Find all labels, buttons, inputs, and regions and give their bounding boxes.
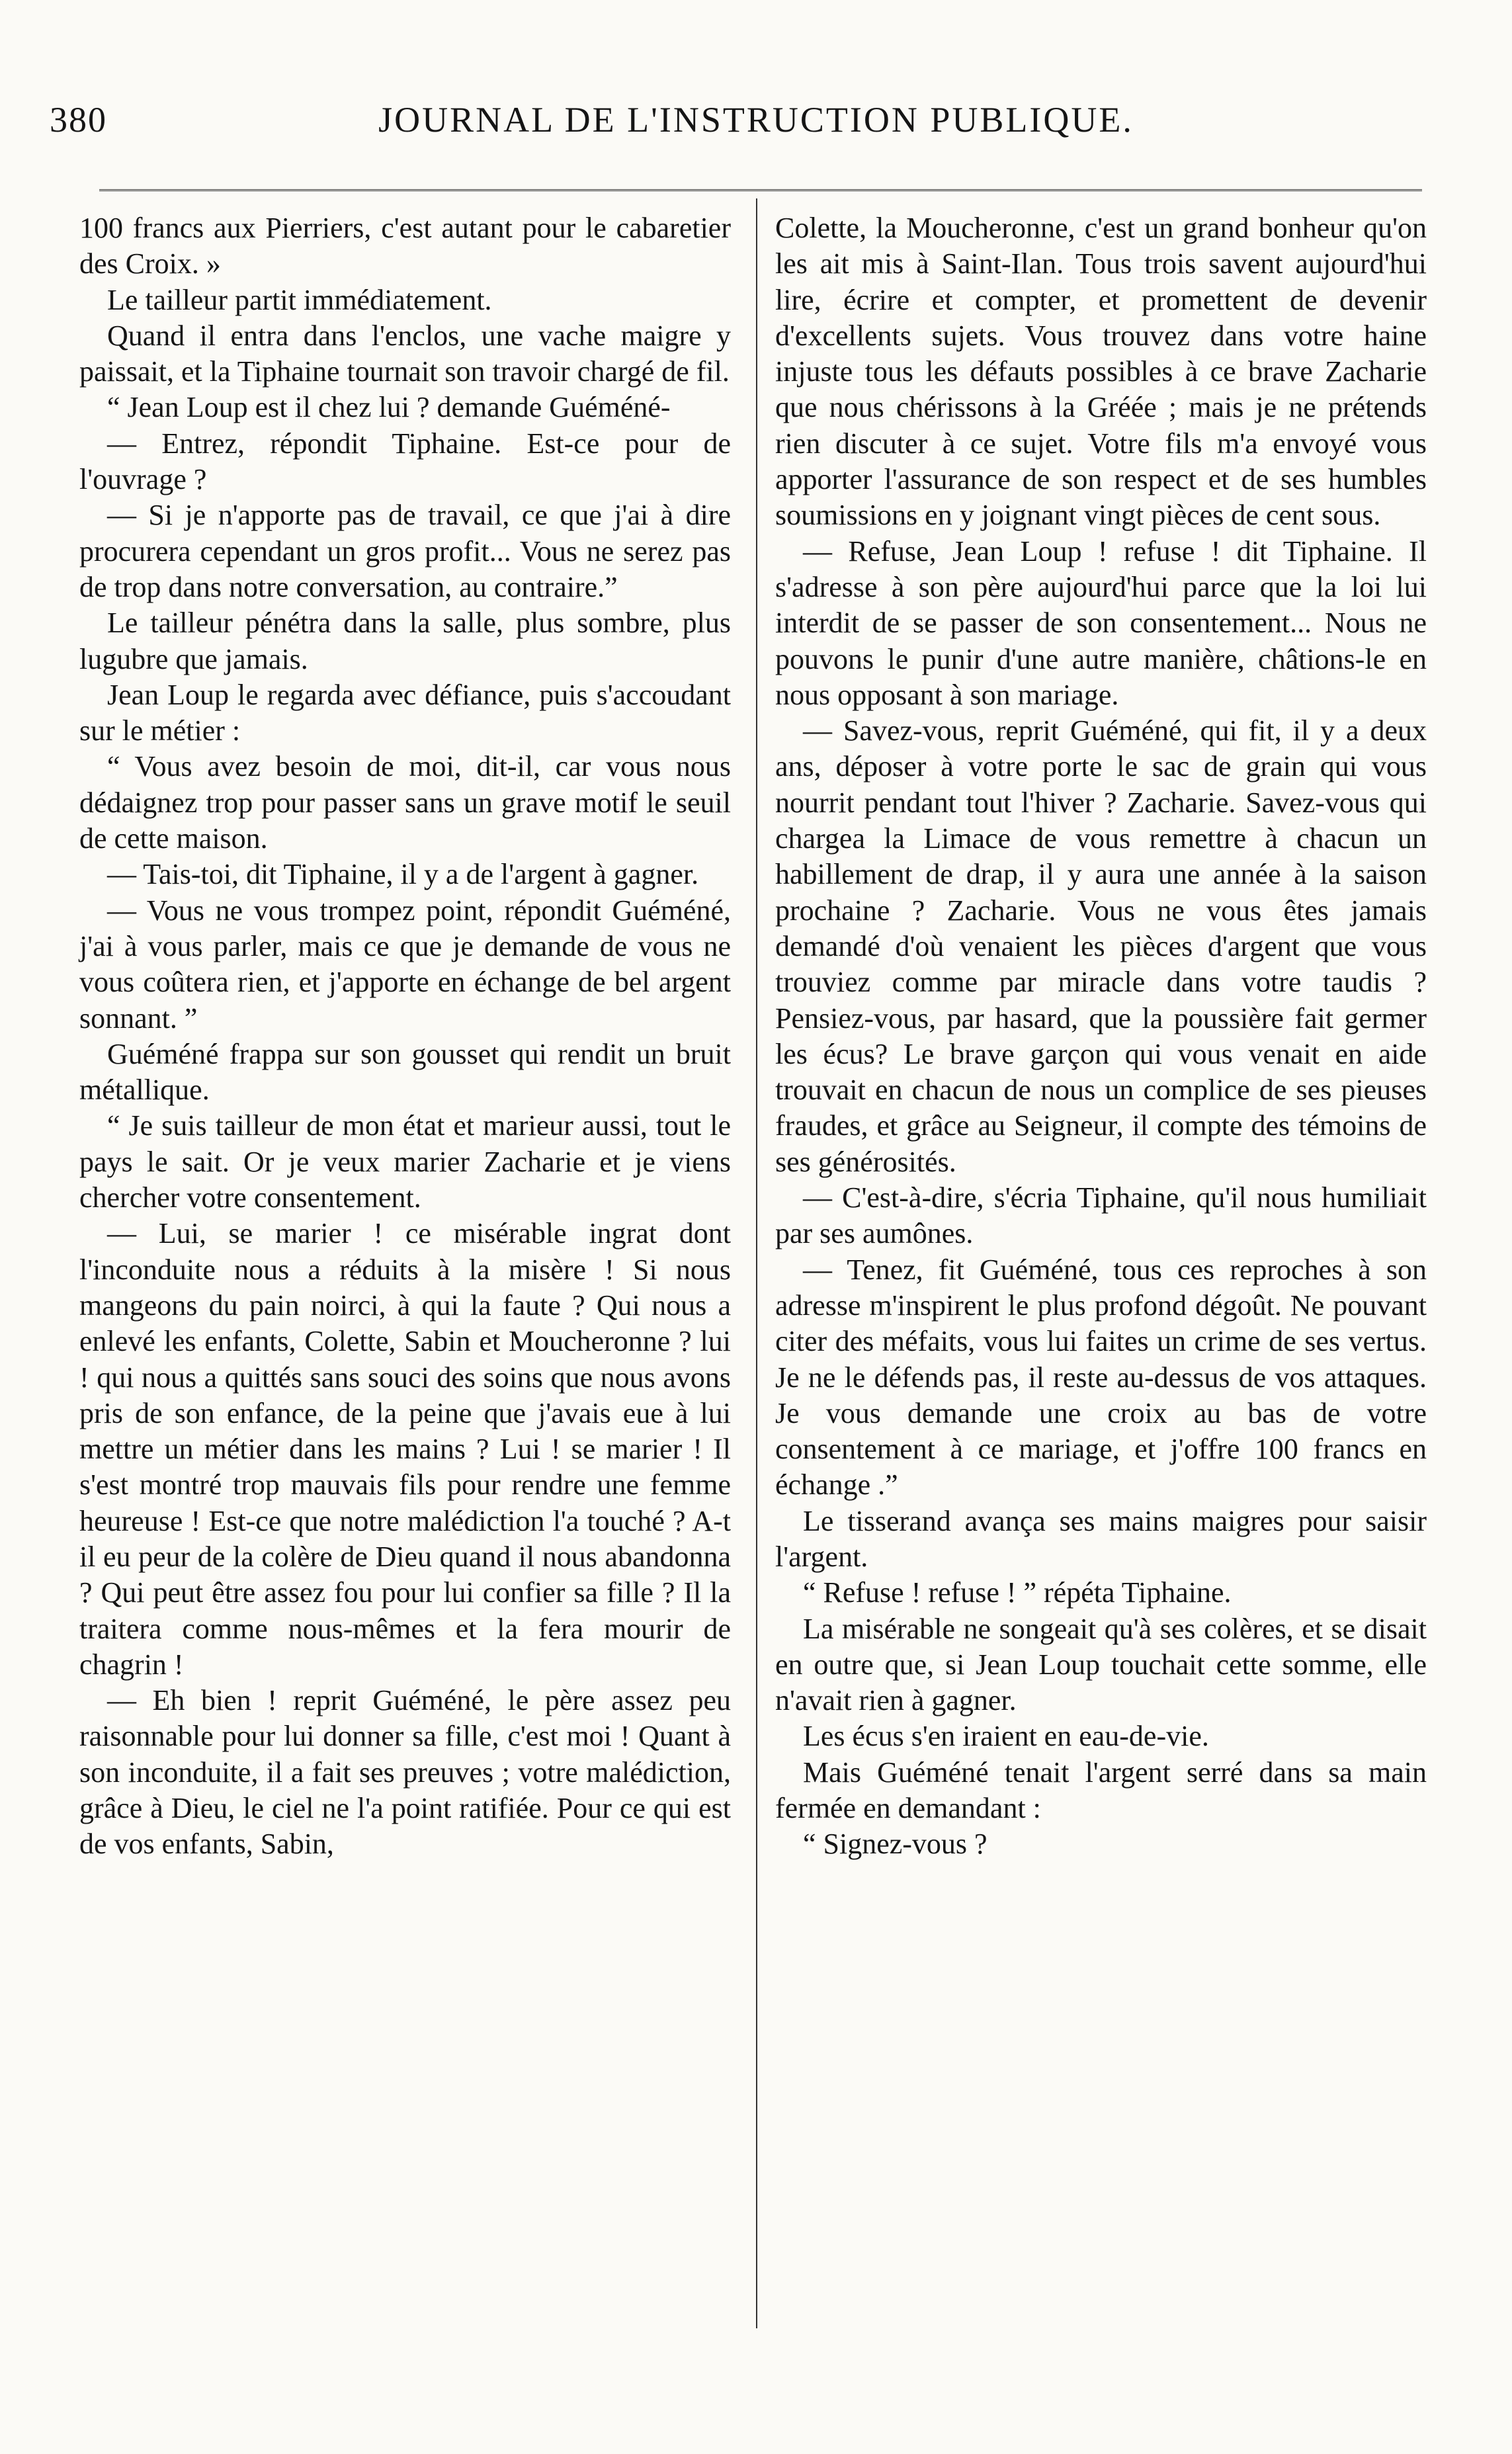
paragraph: — Lui, se marier ! ce misérable ingrat dont l'inconduite nous a réduits à la misère ! Si nous mangeons du pain noirci, à qui la faute ? Qui nous a enlevé les enfants, Colette, Sabin et Moucheronne ? lui ! qui nous a quittés sans souci des soins que nous avons pris de son enfance, de la peine que j'avais eue à lui mettre un métier dans les mains ? Lui ! se marier ! Il s'est montré trop mauvais fils pour rendre une femme heureuse ! Est-ce que notre malédiction l'a touché ? A-t il eu peur de la colère de Dieu quand il nous abandonna ? Qui peut être assez fou pour lui confier sa fille ? Il la traitera comme nous-mêmes et la fera mourir de chagrin !	[79, 1217, 731, 1681]
header-rule	[99, 189, 1422, 191]
paragraph: — Vous ne vous trompez point, répondit Guéméné, j'ai à vous parler, mais ce que je demande de vous ne vous coûtera rien, et j'apporte en échange de bel argent sonnant. ”	[79, 894, 731, 1035]
paragraph: Guéméné frappa sur son gousset qui rendit un bruit métallique.	[79, 1037, 731, 1107]
paragraph: — Entrez, répondit Tiphaine. Est-ce pour de l'ouvrage ?	[79, 427, 731, 496]
paragraph: “ Jean Loup est il chez lui ? demande Guéméné-	[107, 391, 671, 424]
paragraph: Mais Guéméné tenait l'argent serré dans sa main fermée en demandant :	[775, 1756, 1427, 1825]
paragraph: Le tisserand avança ses mains maigres pour saisir l'argent.	[775, 1504, 1427, 1573]
paragraph: — C'est-à-dire, s'écria Tiphaine, qu'il nous humiliait par ses aumônes.	[775, 1181, 1427, 1250]
paragraph: “ Signez-vous ?	[803, 1828, 987, 1861]
paragraph: — Eh bien ! reprit Guéméné, le père assez peu raisonnable pour lui donner sa fille, c'est moi ! Quant à son inconduite, il a fait ses preuves ; votre malédiction, grâce à Dieu, le ciel ne l'a point ratifiée. Pour ce qui est de vos enfants, Sabin,	[79, 1684, 731, 1861]
paragraph: — Tais-toi, dit Tiphaine, il y a de l'argent à gagner.	[107, 858, 699, 891]
paragraph: “ Je suis tailleur de mon état et marieur aussi, tout le pays le sait. Or je veux marier Zacharie et je viens chercher votre consentement.	[79, 1109, 731, 1214]
paragraph: — Refuse, Jean Loup ! refuse ! dit Tiphaine. Il s'adresse à son père aujourd'hui parce que la loi lui interdit de se passer de son consentement... Nous ne pouvons le punir d'une autre manière, châtions-le en nous opposant à son mariage.	[775, 534, 1427, 711]
paragraph: Le tailleur pénétra dans la salle, plus sombre, plus lugubre que jamais.	[79, 607, 731, 675]
column-divider	[756, 198, 757, 2328]
left-column	[79, 210, 731, 1863]
page-number: 380	[50, 100, 107, 140]
page-header	[0, 99, 1512, 146]
paragraph: Le tailleur partit immédiatement.	[107, 283, 492, 316]
paragraph: Jean Loup le regarda avec défiance, puis s'accoudant sur le métier :	[79, 678, 731, 747]
paragraph: — Tenez, fit Guéméné, tous ces reproches à son adresse m'inspirent le plus profond dégoût. Ne pouvant citer des méfaits, vous lui faites un crime de ses vertus. Je ne le défends pas, il reste au-dessus de vos attaques. Je vous demande une croix au bas de votre consentement à ce mariage, et j'offre 100 francs en échange .”	[775, 1253, 1427, 1502]
paragraph: Colette, la Moucheronne, c'est un grand bonheur qu'on les ait mis à Saint-Ilan. Tous trois savent aujourd'hui lire, écrire et compter, et promettent de devenir d'excellents sujets. Vous trouvez dans votre haine injuste tous les défauts possibles à ce brave Zacharie que nous chérissons à la Gréée ; mais je ne prétends rien discuter à ce sujet. Votre fils m'a envoyé vous apporter l'assurance de son respect et de ses humbles soumissions en y joignant vingt pièces de cent sous.	[775, 212, 1427, 532]
paragraph: — Savez-vous, reprit Guéméné, qui fit, il y a deux ans, déposer à votre porte le sac de grain qui vous nourrit pendant tout l'hiver ? Zacharie. Savez-vous qui chargea la Limace de vous remettre à chacun un habillement de drap, il y aura une année à la saison prochaine ? Zacharie. Vous ne vous êtes jamais demandé d'où venaient les pièces d'argent que vous trouviez comme par miracle dans votre taudis ? Pensiez-vous, par hasard, que la poussière fait germer les écus? Le brave garçon qui vous venait en aide trouvait en chacun de nous un complice de ses pieuses fraudes, et grâce au Seigneur, il compte des témoins de ses générosités.	[775, 714, 1427, 1178]
paragraph: Les écus s'en iraient en eau-de-vie.	[803, 1720, 1209, 1753]
paragraph: Quand il entra dans l'enclos, une vache maigre y paissait, et la Tiphaine tournait son travoir chargé de fil.	[79, 319, 731, 388]
paragraph: 100 francs aux Pierriers, c'est autant pour le cabaretier des Croix. »	[79, 212, 731, 280]
right-column	[775, 210, 1427, 1863]
paragraph: — Si je n'apporte pas de travail, ce que j'ai à dire procurera cependant un gros profit... Vous ne serez pas de trop dans notre conversation, au contraire.”	[79, 499, 731, 603]
paragraph: La misérable ne songeait qu'à ses colères, et se disait en outre que, si Jean Loup touchait cette somme, elle n'avait rien à gagner.	[775, 1612, 1427, 1717]
paragraph: “ Refuse ! refuse ! ” répéta Tiphaine.	[803, 1576, 1232, 1609]
running-title: JOURNAL DE L'INSTRUCTION PUBLIQUE.	[378, 100, 1134, 140]
paragraph: “ Vous avez besoin de moi, dit-il, car vous nous dédaignez trop pour passer sans un grave motif le seuil de cette maison.	[79, 750, 731, 855]
